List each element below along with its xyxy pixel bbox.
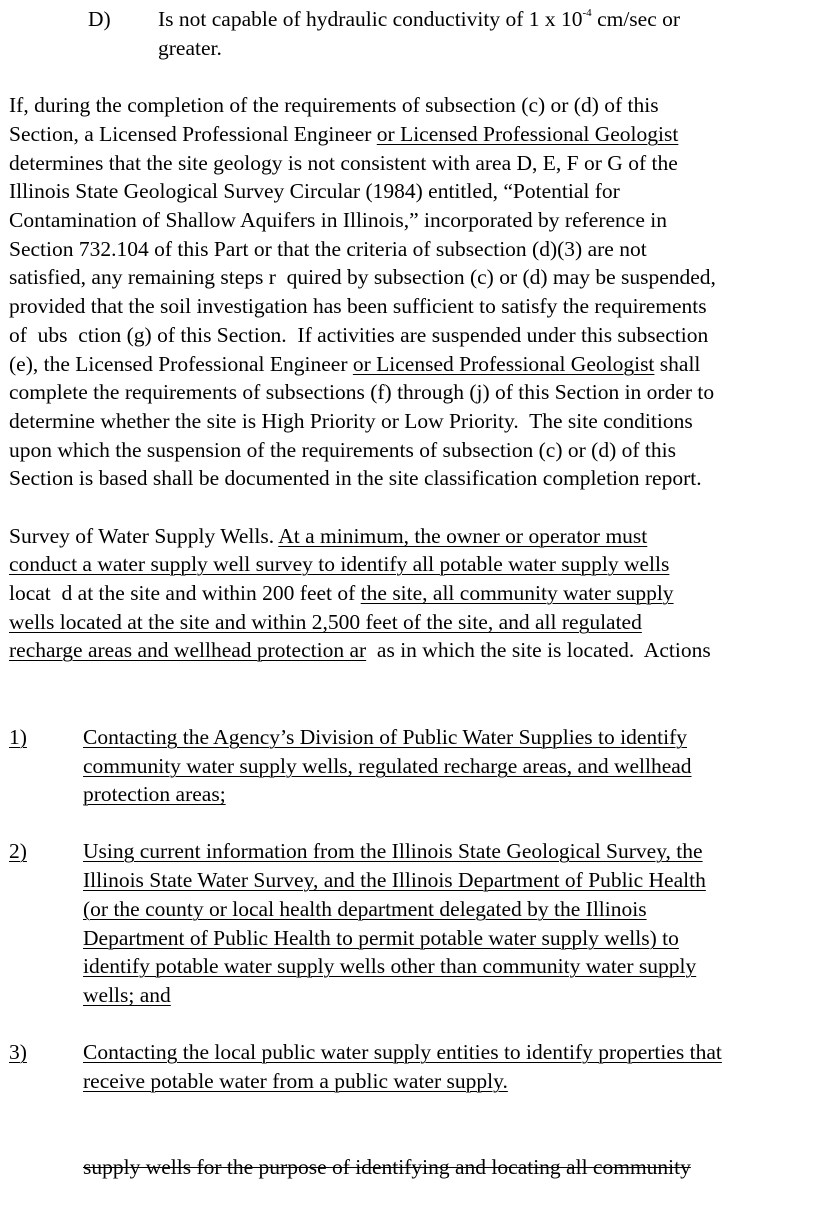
inserted-text: or Licensed Professional Geologist — [352, 352, 655, 376]
item-d-text-a: Is not capable of hydraulic conductivity of 1 x 10 — [158, 7, 583, 31]
list-item-3-line: receive potable water from a public water supply. — [83, 1069, 508, 1093]
list-item-2-line: (or the county or local health department delegated by the Illinois — [83, 897, 647, 921]
list-item-3-line: Contacting the local public water supply entities to identify properties that — [83, 1040, 722, 1064]
para-f-line: recharge areas and wellhead protection ar as in which the site is located. Actions — [9, 638, 711, 662]
para-e-line: determine whether the site is High Priority or Low Priority. The site conditions — [9, 409, 693, 433]
para-e-line: Contamination of Shallow Aquifers in Illinois,” incorporated by reference in — [9, 208, 667, 232]
list-item-2-line: identify potable water supply wells other than community water supply — [83, 954, 697, 978]
para-f-line: locat d at the site and within 200 feet of the site, all community water supply — [9, 581, 674, 605]
para-e-line: provided that the soil investigation has been sufficient to satisfy the requirements — [9, 294, 707, 318]
item-d-line2: greater. — [158, 36, 222, 60]
para-f-line — [9, 522, 647, 551]
inserted-text: conduct a water supply well survey to identify all potable water supply wells — [9, 552, 670, 576]
para-f-line — [9, 608, 642, 637]
para-e-line: satisfied, any remaining steps r quired by subsection (c) or (d) may be suspended, — [9, 265, 716, 289]
list-item-2-line: Illinois State Water Survey, and the Illinois Department of Public Health — [83, 868, 706, 892]
list-marker-3: 3) — [9, 1040, 27, 1064]
para-e-line: (e), the Licensed Professional Engineer or Licensed Professional Geologist shall — [9, 352, 701, 376]
list-item-2-line: Department of Public Health to permit potable water supply wells) to — [83, 926, 679, 950]
list-item-2-line: wells; and — [83, 983, 171, 1007]
item-d-line1 — [158, 5, 680, 34]
item-d-text-b: cm/sec or — [591, 7, 681, 31]
inserted-text: the site, all community water supply — [360, 581, 674, 605]
para-e-line: If, during the completion of the requirements of subsection (c) or (d) of this — [9, 93, 659, 117]
inserted-text: recharge areas and wellhead protection ar — [9, 638, 367, 662]
list-item-1-line: Contacting the Agency’s Division of Public Water Supplies to identify — [83, 725, 687, 749]
para-e-line: upon which the suspension of the requirements of subsection (c) or (d) of this — [9, 438, 676, 462]
section-heading: Survey of Water Supply Wells. — [9, 524, 279, 548]
item-d-marker: D) — [88, 7, 111, 31]
item-d-exponent: -4 — [582, 6, 592, 19]
list-marker-1: 1) — [9, 725, 27, 749]
para-e-line: complete the requirements of subsections (f) through (j) of this Section in order to — [9, 380, 715, 404]
para-e-line: Section 732.104 of this Part or that the criteria of subsection (d)(3) are not — [9, 237, 647, 261]
para-f-line — [9, 550, 669, 579]
para-e-line: of ubs ction (g) of this Section. If activities are suspended under this subsection — [9, 323, 709, 347]
inserted-text: wells located at the site and within 2,500 feet of the site, and all regulated — [9, 610, 642, 634]
para-e-line: Illinois State Geological Survey Circular (1984) entitled, “Potential for — [9, 179, 620, 203]
para-e-line: Section is based shall be documented in the site classification completion report. — [9, 466, 702, 490]
deleted-text-line: supply wells for the purpose of identifying and locating all community — [83, 1155, 691, 1179]
para-e-line: determines that the site geology is not consistent with area D, E, F or G of the — [9, 151, 678, 175]
list-item-1-line: community water supply wells, regulated recharge areas, and wellhead — [83, 754, 692, 778]
inserted-text: or Licensed Professional Geologist — [376, 122, 679, 146]
list-item-1-line: protection areas; — [83, 782, 226, 806]
list-item-2-line: Using current information from the Illinois State Geological Survey, the — [83, 839, 703, 863]
inserted-text: At a minimum, the owner or operator must — [278, 524, 648, 548]
para-e-line: Section, a Licensed Professional Engineer or Licensed Professional Geologist — [9, 122, 679, 146]
list-marker-2: 2) — [9, 839, 27, 863]
